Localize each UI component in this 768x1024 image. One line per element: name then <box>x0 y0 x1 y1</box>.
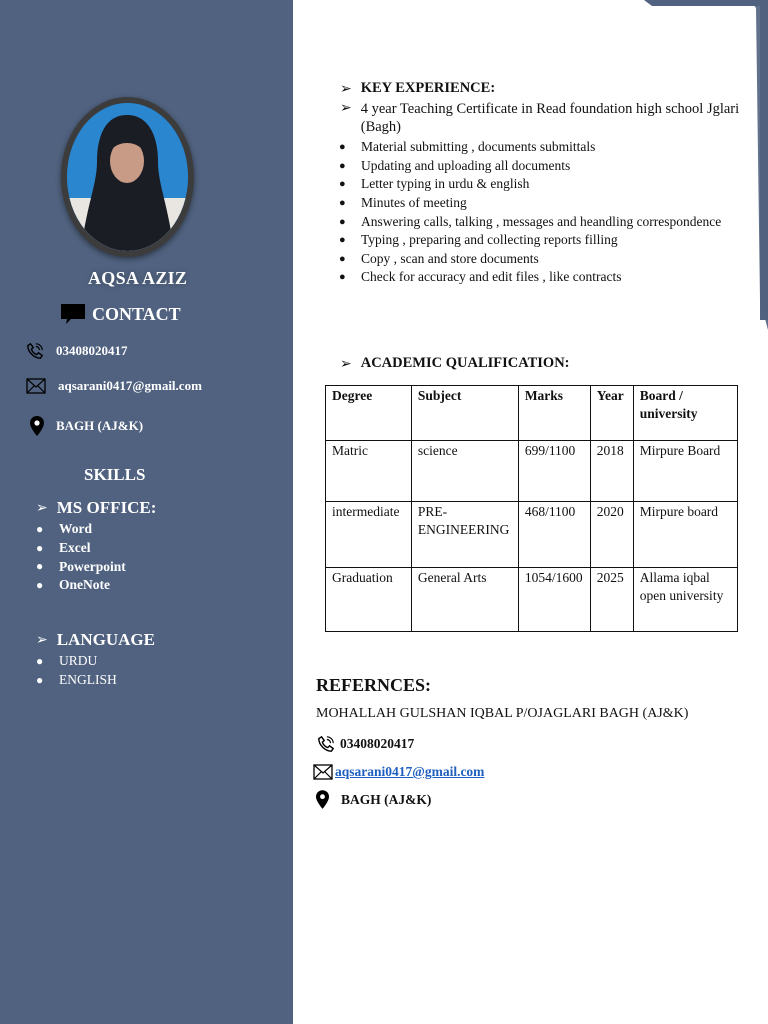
table-cell: science <box>411 441 518 502</box>
experience-item: Copy , scan and store documents <box>361 250 539 266</box>
skills-heading: SKILLS <box>84 465 146 484</box>
language-list <box>36 652 117 689</box>
table-row <box>326 502 738 568</box>
sidebar <box>0 0 293 1024</box>
references-location-value: BAGH (AJ&K) <box>341 791 432 807</box>
bullet-icon: ● <box>339 178 346 191</box>
experience-item: Minutes of meeting <box>361 195 467 211</box>
table-cell: Mirpure Board <box>633 441 737 502</box>
bullet-icon: ● <box>339 215 346 228</box>
qualification-table <box>325 385 738 632</box>
language-heading <box>36 630 155 650</box>
table-cell: 699/1100 <box>518 441 590 502</box>
bullet-icon: ● <box>339 141 346 154</box>
references-email-link[interactable]: aqsarani0417@gmail.com <box>335 764 485 779</box>
table-cell: 2020 <box>590 502 633 568</box>
table-cell: General Arts <box>411 568 518 632</box>
ms-office-list <box>36 520 126 595</box>
column-header: Marks <box>518 386 590 441</box>
experience-highlight-text: 4 year Teaching Certificate in Read foundation high school Jglari (Bagh) <box>360 101 740 135</box>
table-cell: 2018 <box>590 441 633 502</box>
phone-icon <box>26 342 44 360</box>
list-item <box>339 212 721 231</box>
references-location <box>316 790 431 809</box>
list-item <box>339 138 721 157</box>
table-cell: PRE-ENGINEERING <box>411 502 518 568</box>
table-cell: Matric <box>326 441 412 502</box>
column-header: Year <box>590 386 633 441</box>
qualification-heading-label: ACADEMIC QUALIFICATION: <box>360 355 570 371</box>
language-item: URDU <box>59 653 98 669</box>
phone-icon <box>316 735 336 753</box>
language-item: ENGLISH <box>59 672 117 688</box>
list-item <box>339 250 721 269</box>
bullet-icon: ● <box>36 577 44 592</box>
experience-item: Updating and uploading all documents <box>361 157 571 173</box>
profile-name: AQSA AZIZ <box>88 268 188 288</box>
table-cell: Allama iqbal open university <box>633 568 737 632</box>
list-item <box>339 157 721 176</box>
arrow-bullet-icon: ➢ <box>340 80 352 97</box>
column-header: Degree <box>326 386 412 441</box>
references-address: MOHALLAH GULSHAN IQBAL P/OJAGLARI BAGH (AJ&K) <box>316 706 689 721</box>
experience-item: Check for accuracy and edit files , like contracts <box>361 269 622 285</box>
arrow-bullet-icon: ➢ <box>36 500 48 516</box>
list-item <box>339 175 721 194</box>
arrow-bullet-icon: ➢ <box>340 100 352 116</box>
bullet-icon: ● <box>339 234 346 247</box>
table-cell: Graduation <box>326 568 412 632</box>
column-header: Subject <box>411 386 518 441</box>
table-row <box>326 441 738 502</box>
bullet-icon: ● <box>339 159 346 172</box>
list-item <box>36 557 126 576</box>
bullet-icon: ● <box>36 559 44 574</box>
experience-highlight <box>340 100 740 136</box>
bullet-icon: ● <box>36 653 44 668</box>
table-cell: 1054/1600 <box>518 568 590 632</box>
experience-item: Answering calls, talking , messages and heandling correspondence <box>361 213 722 229</box>
bullet-icon: ● <box>36 540 44 555</box>
table-header-row <box>326 386 738 441</box>
table-cell: Mirpure board <box>633 502 737 568</box>
profile-photo-frame <box>61 97 194 257</box>
ms-office-heading-label: MS OFFICE: <box>56 498 157 517</box>
contact-phone-value: 03408020417 <box>56 343 128 358</box>
skill-item: Excel <box>59 540 91 556</box>
experience-heading-label: KEY EXPERIENCE: <box>360 80 496 96</box>
list-item <box>339 268 721 287</box>
ms-office-heading <box>36 498 156 518</box>
experience-item: Material submitting , documents submittals <box>361 139 596 155</box>
skill-item: OneNote <box>59 577 110 593</box>
list-item <box>36 652 117 671</box>
contact-location <box>30 416 143 436</box>
table-cell: 468/1100 <box>518 502 590 568</box>
list-item <box>36 671 117 690</box>
list-item <box>339 194 721 213</box>
skill-item: Word <box>59 521 93 537</box>
arrow-bullet-icon: ➢ <box>36 632 48 648</box>
skill-item: Powerpoint <box>59 558 126 574</box>
list-item <box>36 576 126 595</box>
contact-email-value[interactable]: aqsarani0417@gmail.com <box>58 378 202 393</box>
references-heading: REFERNCES: <box>316 675 432 695</box>
map-pin-icon <box>316 790 329 809</box>
map-pin-icon <box>30 416 44 436</box>
bullet-icon: ● <box>36 521 44 536</box>
qualification-heading <box>340 355 570 372</box>
table-cell: intermediate <box>326 502 412 568</box>
table-cell: 2025 <box>590 568 633 632</box>
column-header: Board / university <box>633 386 737 441</box>
arrow-bullet-icon: ➢ <box>340 355 352 372</box>
bullet-icon: ● <box>339 252 346 265</box>
contact-email <box>26 378 202 394</box>
bullet-icon: ● <box>339 271 346 284</box>
bullet-icon: ● <box>339 197 346 210</box>
contact-location-value: BAGH (AJ&K) <box>56 418 144 433</box>
language-heading-label: LANGUAGE <box>56 630 155 649</box>
envelope-icon <box>26 378 46 394</box>
references-phone-value: 03408020417 <box>340 736 415 751</box>
speech-bubble-icon <box>60 303 86 325</box>
list-item <box>36 520 126 539</box>
envelope-icon <box>313 764 333 780</box>
contact-heading-label: CONTACT <box>92 303 181 324</box>
experience-list <box>339 138 721 287</box>
experience-item: Typing , preparing and collecting reports filling <box>361 232 618 248</box>
list-item <box>339 231 721 250</box>
contact-phone <box>26 342 128 360</box>
experience-item: Letter typing in urdu & english <box>361 176 530 192</box>
bullet-icon: ● <box>36 672 44 687</box>
contact-heading <box>60 303 181 325</box>
experience-heading <box>340 80 495 97</box>
list-item <box>36 539 126 558</box>
profile-photo <box>67 103 188 251</box>
references-phone <box>316 735 414 753</box>
table-row <box>326 568 738 632</box>
references-email <box>313 764 484 780</box>
